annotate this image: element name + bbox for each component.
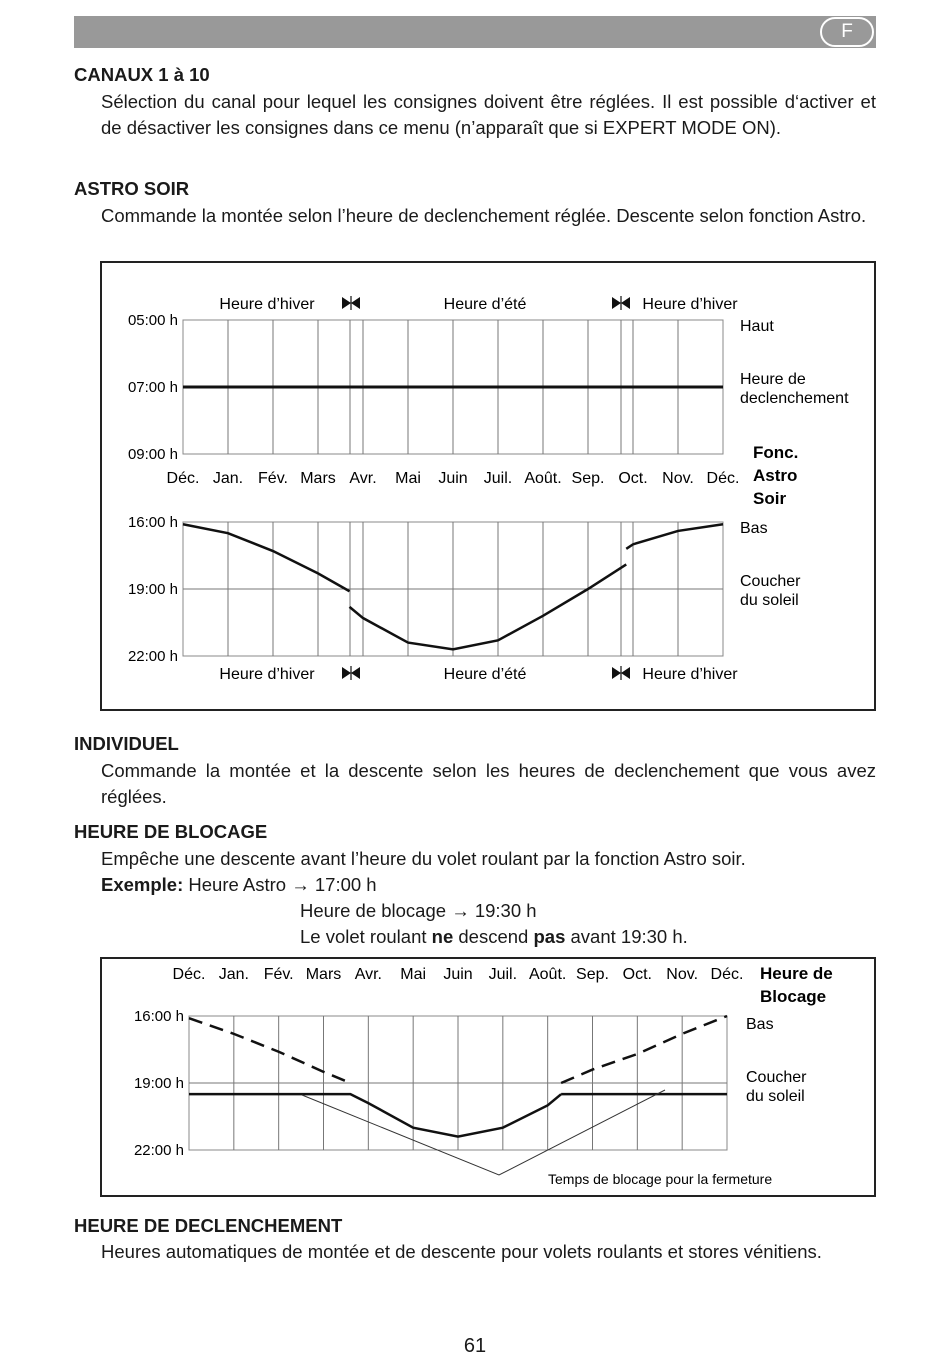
- x-tick-label: Oct.: [622, 966, 653, 983]
- x-tick-label: Sep.: [571, 470, 605, 487]
- y-tick-label: 16:00 h: [133, 1008, 184, 1025]
- season-label-summer: Heure d’été: [443, 666, 527, 683]
- x-tick-label: Nov.: [666, 966, 699, 983]
- right-label-bas: Bas: [746, 1016, 774, 1033]
- sunset-curve: [350, 564, 627, 649]
- right-label-coucher: Coucher: [746, 1069, 807, 1086]
- x-tick-label: Mai: [395, 470, 421, 487]
- header-bar: [74, 16, 876, 48]
- x-tick-label: Mars: [305, 966, 342, 983]
- season-label-winter: Heure d’hiver: [642, 666, 738, 683]
- example-line-1: [101, 872, 377, 898]
- right-label-du-soleil: du soleil: [740, 592, 799, 609]
- season-label-summer: Heure d’été: [443, 296, 527, 313]
- season-label-winter: Heure d’hiver: [219, 296, 315, 313]
- x-tick-label: Mai: [400, 966, 427, 983]
- x-tick-label: Juin: [443, 966, 473, 983]
- x-tick-label: Déc.: [172, 966, 206, 983]
- page-number: 61: [463, 1335, 487, 1357]
- example-part-a: Le volet roulant: [300, 926, 432, 947]
- x-tick-label: Déc.: [710, 966, 744, 983]
- x-tick-label: Mars: [300, 470, 336, 487]
- chart-title-line: Fonc.: [753, 443, 799, 462]
- x-tick-label: Déc.: [166, 470, 200, 487]
- y-tick-label: 22:00 h: [133, 1142, 184, 1159]
- example-part-e: avant 19:30 h.: [565, 926, 688, 947]
- x-tick-label: Août.: [528, 966, 567, 983]
- y-tick-label: 07:00 h: [127, 379, 178, 396]
- x-tick-label: Avr.: [354, 966, 382, 983]
- blocage-chart-box: [100, 957, 876, 1197]
- x-tick-label: Juil.: [483, 470, 513, 487]
- x-tick-label: Juin: [438, 470, 468, 487]
- x-tick-label: Oct.: [618, 470, 648, 487]
- sunset-dashed-line: [561, 1016, 727, 1083]
- x-tick-label: Jan.: [212, 470, 244, 487]
- section-text-individuel: Commande la montée et la descente selon les heures de declenchement que vous avez réglées.: [101, 760, 876, 807]
- example-part-c: descend: [453, 926, 534, 947]
- example-part-b: ne: [431, 926, 454, 947]
- section-title-astro-soir: ASTRO SOIR: [74, 178, 190, 199]
- blocking-time-line: [189, 1094, 561, 1136]
- x-tick-label: Juil.: [488, 966, 518, 983]
- right-label-coucher: Coucher: [740, 573, 801, 590]
- section-text-canaux: Sélection du canal pour lequel les consignes doivent être réglées. Il est possible d‘activer et de désactiver les consignes dans ce menu (n’apparaît que si EXPERT MODE ON).: [101, 91, 876, 138]
- section-text-astro-soir: Commande la montée selon l’heure de declenchement réglée. Descente selon fonction Astro.: [101, 205, 867, 226]
- x-tick-label: Avr.: [349, 470, 377, 487]
- section-title-individuel: INDIVIDUEL: [74, 733, 179, 754]
- sunset-curve: [183, 524, 350, 591]
- right-label-bas: Bas: [740, 520, 768, 537]
- y-tick-label: 19:00 h: [133, 1075, 184, 1092]
- y-tick-label: 05:00 h: [127, 312, 178, 329]
- x-tick-label: Sep.: [576, 966, 609, 983]
- section-title-canaux: CANAUX 1 à 10: [74, 64, 210, 85]
- x-tick-label: Jan.: [218, 966, 249, 983]
- sunset-curve: [626, 524, 723, 549]
- chart-title-line: Heure de: [760, 964, 833, 983]
- example-line-3: [300, 924, 688, 950]
- example-line-2: Heure de blocage → 19:30 h: [300, 900, 537, 921]
- right-label-declenchement: declenchement: [740, 390, 849, 407]
- section-title-blocage: HEURE DE BLOCAGE: [74, 821, 268, 842]
- example-label: Exemple:: [101, 874, 184, 895]
- right-label-heure-de: Heure de: [740, 371, 806, 388]
- astro-soir-chart: [102, 263, 874, 709]
- y-tick-label: 09:00 h: [127, 446, 178, 463]
- example-part-d: pas: [533, 926, 566, 947]
- x-tick-label: Fév.: [263, 966, 294, 983]
- section-text-declenchement: Heures automatiques de montée et de descente pour volets roulants et stores vénitiens.: [101, 1241, 822, 1262]
- blocage-chart: [102, 959, 874, 1195]
- x-tick-label: Fév.: [258, 470, 288, 487]
- chart-title-line: Astro: [753, 466, 798, 485]
- chart-title-line: Soir: [753, 489, 787, 508]
- y-tick-label: 19:00 h: [127, 581, 178, 598]
- section-title-declenchement: HEURE DE DECLENCHEMENT: [74, 1215, 343, 1236]
- annotation-text: Temps de blocage pour la fermeture: [548, 1171, 773, 1187]
- language-badge: F: [820, 17, 874, 47]
- right-label-haut: Haut: [740, 318, 774, 335]
- example-astro: Heure Astro → 17:00 h: [188, 874, 377, 895]
- season-label-winter: Heure d’hiver: [642, 296, 738, 313]
- sunset-dashed-line: [189, 1018, 350, 1083]
- section-text-blocage: Empêche une descente avant l’heure du volet roulant par la fonction Astro soir.: [101, 848, 746, 869]
- x-tick-label: Nov.: [662, 470, 694, 487]
- season-label-winter: Heure d’hiver: [219, 666, 315, 683]
- y-tick-label: 22:00 h: [127, 648, 178, 665]
- right-label-du-soleil: du soleil: [746, 1088, 805, 1105]
- y-tick-label: 16:00 h: [127, 514, 178, 531]
- x-tick-label: Août.: [524, 470, 562, 487]
- astro-soir-chart-box: [100, 261, 876, 711]
- chart-title-line: Blocage: [760, 987, 827, 1006]
- x-tick-label: Déc.: [706, 470, 740, 487]
